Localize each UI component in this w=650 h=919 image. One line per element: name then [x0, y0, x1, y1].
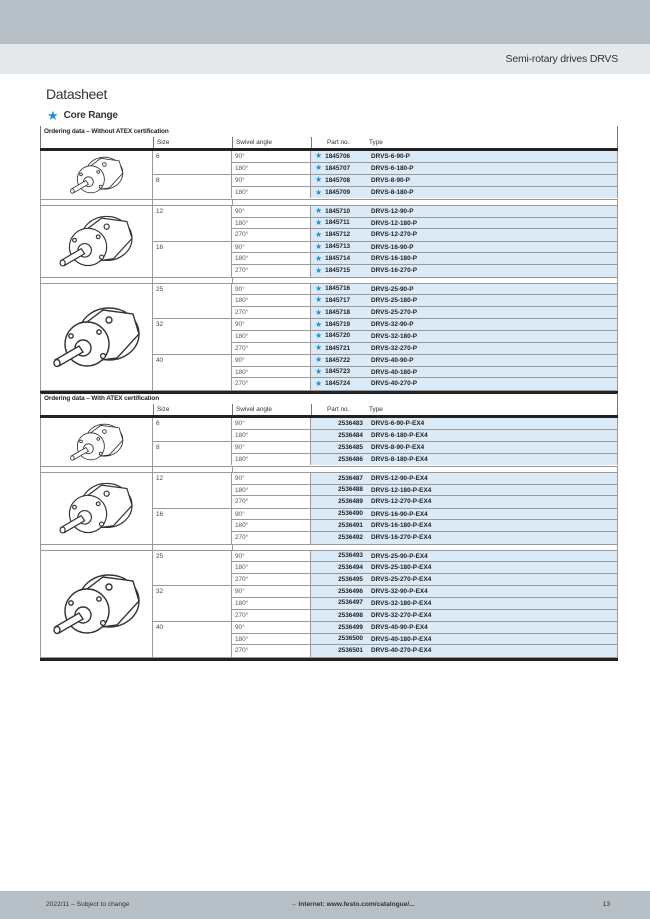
- header-image-col: [41, 404, 153, 415]
- part-number-cell[interactable]: [311, 622, 369, 633]
- size-value: 25: [153, 551, 232, 586]
- type-code[interactable]: DRVS-32-180-P: [369, 331, 618, 342]
- part-number-cell[interactable]: [311, 496, 369, 508]
- part-number: 1845717: [325, 296, 351, 304]
- table-row[interactable]: [232, 163, 618, 175]
- part-number: 1845711: [325, 219, 350, 227]
- table-row[interactable]: [232, 622, 618, 634]
- size-value: 16: [153, 242, 232, 277]
- part-number: 2536499: [338, 623, 363, 631]
- part-number-cell[interactable]: [311, 442, 369, 453]
- table-row[interactable]: [232, 509, 618, 521]
- core-range-heading: [47, 109, 118, 122]
- part-number-cell[interactable]: [311, 454, 369, 466]
- swivel-angle: 270°: [232, 265, 311, 277]
- part-number-cell[interactable]: [311, 187, 369, 199]
- table-row[interactable]: [232, 187, 618, 199]
- swivel-angle: 90°: [232, 442, 311, 453]
- type-code[interactable]: DRVS-8-90-P-EX4: [369, 442, 618, 453]
- swivel-angle: 90°: [232, 175, 311, 186]
- table-row[interactable]: [232, 355, 618, 367]
- type-code[interactable]: DRVS-12-270-P: [369, 229, 618, 241]
- part-number-cell[interactable]: [311, 295, 369, 306]
- header-type: Type: [369, 139, 383, 146]
- part-number-cell[interactable]: [311, 206, 369, 217]
- page-number: 13: [602, 901, 610, 908]
- table-row[interactable]: [232, 520, 618, 532]
- table-header-row: [40, 404, 618, 415]
- part-number-cell[interactable]: [311, 253, 369, 264]
- type-code[interactable]: DRVS-16-90-P: [369, 242, 618, 253]
- core-range-star-icon: ★: [315, 343, 323, 353]
- core-range-star-icon: ★: [315, 217, 323, 227]
- part-number-cell[interactable]: [311, 229, 369, 241]
- type-code[interactable]: DRVS-32-90-P: [369, 319, 618, 330]
- product-image-drive-small: [41, 151, 153, 199]
- product-group: [40, 473, 618, 545]
- swivel-angle: 270°: [232, 496, 311, 508]
- product-group: [40, 418, 618, 467]
- part-number-cell[interactable]: [311, 163, 369, 175]
- part-number: 2536498: [338, 611, 363, 619]
- type-code[interactable]: DRVS-12-180-P: [369, 218, 618, 229]
- header-part-no: Part no.: [311, 404, 369, 415]
- part-number-cell[interactable]: [311, 551, 369, 562]
- table-row[interactable]: [232, 378, 618, 390]
- table-row[interactable]: [232, 253, 618, 265]
- table-row[interactable]: [232, 284, 618, 296]
- swivel-angle: 180°: [232, 163, 311, 175]
- table-bottom-rule: [40, 658, 618, 661]
- part-number: 2536500: [338, 635, 363, 643]
- core-range-star-icon: ★: [315, 151, 323, 161]
- title-band: [0, 44, 650, 74]
- table-row[interactable]: [232, 586, 618, 598]
- swivel-angle: 90°: [232, 242, 311, 253]
- size-value: 12: [153, 473, 232, 508]
- swivel-angle: 180°: [232, 634, 311, 645]
- part-number: 1845710: [325, 207, 351, 215]
- size-value: 6: [153, 151, 232, 174]
- product-image-drive-medium: [41, 206, 153, 277]
- swivel-angle: 90°: [232, 509, 311, 520]
- part-number: 2536501: [338, 647, 363, 655]
- core-range-star-icon: ★: [315, 253, 323, 263]
- part-number: 1845712: [325, 231, 351, 239]
- part-number: 1845718: [325, 308, 351, 316]
- size-block: [153, 151, 618, 175]
- part-number: 1845713: [325, 243, 351, 251]
- part-number: 1845706: [325, 152, 351, 160]
- size-value: 40: [153, 622, 232, 657]
- swivel-angle: 90°: [232, 622, 311, 633]
- page-heading: Datasheet: [46, 86, 108, 102]
- swivel-angle: 90°: [232, 355, 311, 366]
- header-image-col: [41, 137, 153, 148]
- table-row[interactable]: [232, 295, 618, 307]
- header-size: Size: [153, 404, 232, 415]
- type-code[interactable]: DRVS-12-270-P-EX4: [369, 496, 618, 508]
- type-code[interactable]: DRVS-12-90-P: [369, 206, 618, 217]
- swivel-angle: 90°: [232, 586, 311, 597]
- core-range-label: Core Range: [63, 110, 118, 121]
- swivel-angle: 180°: [232, 295, 311, 306]
- table-row[interactable]: [232, 218, 618, 230]
- type-code[interactable]: DRVS-12-90-P-EX4: [369, 473, 618, 484]
- swivel-angle: 90°: [232, 473, 311, 484]
- swivel-angle: 180°: [232, 253, 311, 264]
- type-code[interactable]: DRVS-6-180-P: [369, 163, 618, 175]
- part-number-cell[interactable]: [311, 151, 369, 162]
- size-block: [153, 473, 618, 509]
- type-code[interactable]: DRVS-25-180-P: [369, 295, 618, 306]
- part-number-cell[interactable]: [311, 562, 369, 573]
- part-number: 2536488: [338, 486, 363, 494]
- size-block: [153, 242, 618, 277]
- table-row[interactable]: [232, 331, 618, 343]
- table-row[interactable]: [232, 532, 618, 544]
- type-code[interactable]: DRVS-16-270-P: [369, 265, 618, 277]
- size-value: 32: [153, 586, 232, 621]
- part-number-cell[interactable]: [311, 473, 369, 484]
- core-range-star-icon: ★: [315, 379, 323, 389]
- type-code[interactable]: DRVS-16-180-P-EX4: [369, 520, 618, 531]
- swivel-angle: 270°: [232, 610, 311, 622]
- size-value: 25: [153, 284, 232, 319]
- table-frame: [617, 126, 618, 148]
- table-row[interactable]: [232, 551, 618, 563]
- swivel-angle: 180°: [232, 187, 311, 199]
- part-number-cell[interactable]: [311, 485, 369, 496]
- part-number: 1845719: [325, 320, 351, 328]
- part-number-cell[interactable]: [311, 598, 369, 609]
- size-value: 8: [153, 175, 232, 198]
- core-range-star-icon: ★: [315, 163, 323, 173]
- swivel-angle: 270°: [232, 532, 311, 544]
- part-number-cell[interactable]: [311, 430, 369, 442]
- size-value: 40: [153, 355, 232, 390]
- part-number: 2536496: [338, 587, 363, 595]
- table-row[interactable]: [232, 151, 618, 163]
- table-row[interactable]: [232, 634, 618, 646]
- size-block: [153, 551, 618, 587]
- part-number: 2536489: [338, 498, 363, 506]
- part-number-cell[interactable]: [311, 218, 369, 229]
- type-code[interactable]: DRVS-8-180-P: [369, 187, 618, 199]
- table-section-title: Ordering data – Without ATEX certification: [40, 126, 618, 137]
- part-number: 1845723: [325, 368, 351, 376]
- table-row[interactable]: [232, 598, 618, 610]
- type-code[interactable]: DRVS-6-90-P-EX4: [369, 418, 618, 429]
- table-row[interactable]: [232, 610, 618, 622]
- size-value: 16: [153, 509, 232, 544]
- swivel-angle: 90°: [232, 418, 311, 429]
- table-row[interactable]: [232, 473, 618, 485]
- part-number: 1845709: [325, 188, 351, 196]
- table-header-row: [40, 137, 618, 148]
- table-row[interactable]: [232, 242, 618, 254]
- footer-date: 2022/11 – Subject to change: [46, 901, 130, 908]
- part-number: 1845707: [325, 164, 351, 172]
- part-number-cell[interactable]: [311, 634, 369, 645]
- swivel-angle: 270°: [232, 645, 311, 657]
- core-range-star-icon: ★: [315, 242, 323, 252]
- type-code[interactable]: DRVS-16-90-P-EX4: [369, 509, 618, 520]
- type-code[interactable]: DRVS-16-180-P: [369, 253, 618, 264]
- table-section-title: Ordering data – With ATEX certification: [40, 393, 618, 404]
- swivel-angle: 90°: [232, 319, 311, 330]
- table-row[interactable]: [232, 206, 618, 218]
- size-value: 12: [153, 206, 232, 241]
- type-code[interactable]: DRVS-40-180-P: [369, 367, 618, 378]
- part-number-cell[interactable]: [311, 242, 369, 253]
- core-range-star-icon: ★: [315, 175, 323, 185]
- type-code[interactable]: DRVS-32-270-P-EX4: [369, 610, 618, 622]
- core-range-star-icon: ★: [315, 319, 323, 329]
- header-swivel-angle: Swivel angle: [232, 404, 311, 415]
- size-value: 6: [153, 418, 232, 441]
- table-row[interactable]: [232, 343, 618, 355]
- table-row[interactable]: [232, 645, 618, 657]
- header-type: Type: [369, 406, 383, 413]
- header-swivel-angle: Swivel angle: [232, 137, 311, 148]
- part-number: 2536494: [338, 563, 363, 571]
- swivel-angle: 270°: [232, 343, 311, 355]
- part-number: 2536487: [338, 474, 363, 482]
- part-number-cell[interactable]: [311, 645, 369, 657]
- swivel-angle: 90°: [232, 551, 311, 562]
- swivel-angle: 90°: [232, 284, 311, 295]
- part-number: 2536492: [338, 533, 363, 541]
- type-code[interactable]: DRVS-40-270-P: [369, 378, 618, 390]
- part-number: 2536493: [338, 552, 363, 560]
- type-code[interactable]: DRVS-8-180-P-EX4: [369, 454, 618, 466]
- part-number: 1845724: [325, 380, 351, 388]
- page-footer: [0, 891, 650, 919]
- swivel-angle: 180°: [232, 454, 311, 466]
- product-group: [40, 151, 618, 200]
- part-number-cell[interactable]: [311, 307, 369, 319]
- table-row[interactable]: [232, 265, 618, 277]
- size-block: [153, 319, 618, 355]
- part-number: 1845721: [325, 344, 351, 352]
- ordering-table-without-atex: [40, 126, 618, 394]
- table-row[interactable]: [232, 562, 618, 574]
- size-value: 32: [153, 319, 232, 354]
- part-number-cell[interactable]: [311, 319, 369, 330]
- table-row[interactable]: [232, 442, 618, 454]
- part-number: 1845716: [325, 285, 351, 293]
- part-number-cell[interactable]: [311, 532, 369, 544]
- part-number-cell[interactable]: [311, 343, 369, 355]
- type-code[interactable]: DRVS-25-90-P: [369, 284, 618, 295]
- part-number-cell[interactable]: [311, 418, 369, 429]
- swivel-angle: 180°: [232, 218, 311, 229]
- part-number: 2536486: [338, 455, 363, 463]
- core-range-star-icon: ★: [315, 283, 323, 293]
- part-number-cell[interactable]: [311, 378, 369, 390]
- table-row[interactable]: [232, 307, 618, 319]
- core-range-star-icon: ★: [315, 206, 323, 216]
- size-block: [153, 355, 618, 390]
- document-title: Semi-rotary drives DRVS: [505, 53, 618, 65]
- size-block: [153, 586, 618, 622]
- swivel-angle: 180°: [232, 520, 311, 531]
- type-code[interactable]: DRVS-40-90-P-EX4: [369, 622, 618, 633]
- table-row[interactable]: [232, 418, 618, 430]
- type-code[interactable]: DRVS-32-90-P-EX4: [369, 586, 618, 597]
- product-image-drive-large: [41, 284, 153, 390]
- star-icon: ★: [47, 108, 59, 123]
- footer-internet-link[interactable]: → Internet: www.festo.com/catalogue/...: [290, 901, 415, 908]
- size-block: [153, 622, 618, 657]
- type-code[interactable]: DRVS-40-270-P-EX4: [369, 645, 618, 657]
- part-number: 2536485: [338, 443, 363, 451]
- core-range-star-icon: ★: [315, 187, 323, 197]
- type-code[interactable]: DRVS-12-180-P-EX4: [369, 485, 618, 496]
- part-number: 1845714: [325, 254, 351, 262]
- product-image-drive-medium: [41, 473, 153, 544]
- swivel-angle: 90°: [232, 206, 311, 217]
- type-code[interactable]: DRVS-25-270-P: [369, 307, 618, 319]
- part-number: 2536495: [338, 575, 363, 583]
- type-code[interactable]: DRVS-32-180-P-EX4: [369, 598, 618, 609]
- table-row[interactable]: [232, 454, 618, 466]
- product-group: [40, 551, 618, 658]
- swivel-angle: 90°: [232, 151, 311, 162]
- type-code[interactable]: DRVS-8-90-P: [369, 175, 618, 186]
- type-code[interactable]: DRVS-6-90-P: [369, 151, 618, 162]
- swivel-angle: 270°: [232, 574, 311, 586]
- swivel-angle: 180°: [232, 331, 311, 342]
- product-group: [40, 206, 618, 278]
- part-number: 2536497: [338, 599, 363, 607]
- core-range-star-icon: ★: [315, 367, 323, 377]
- part-number: 2536484: [338, 431, 363, 439]
- table-row[interactable]: [232, 319, 618, 331]
- swivel-angle: 180°: [232, 598, 311, 609]
- size-block: [153, 175, 618, 198]
- part-number: 1845720: [325, 332, 351, 340]
- part-number: 1845722: [325, 356, 351, 364]
- core-range-star-icon: ★: [315, 295, 323, 305]
- swivel-angle: 270°: [232, 378, 311, 390]
- part-number-cell[interactable]: [311, 586, 369, 597]
- table-row[interactable]: [232, 229, 618, 241]
- type-code[interactable]: DRVS-16-270-P-EX4: [369, 532, 618, 544]
- table-row[interactable]: [232, 485, 618, 497]
- part-number-cell[interactable]: [311, 355, 369, 366]
- table-row[interactable]: [232, 367, 618, 379]
- swivel-angle: 180°: [232, 562, 311, 573]
- core-range-star-icon: ★: [315, 307, 323, 317]
- part-number-cell[interactable]: [311, 175, 369, 186]
- type-code[interactable]: DRVS-25-180-P-EX4: [369, 562, 618, 573]
- header-size: Size: [153, 137, 232, 148]
- part-number-cell[interactable]: [311, 520, 369, 531]
- size-value: 8: [153, 442, 232, 465]
- header-part-no: Part no.: [311, 137, 369, 148]
- table-frame: [617, 393, 618, 415]
- swivel-angle: 180°: [232, 485, 311, 496]
- core-range-star-icon: ★: [315, 265, 323, 275]
- type-code[interactable]: DRVS-40-90-P: [369, 355, 618, 366]
- swivel-angle: 180°: [232, 367, 311, 378]
- type-code[interactable]: DRVS-25-90-P-EX4: [369, 551, 618, 562]
- size-block: [153, 442, 618, 465]
- product-group: [40, 284, 618, 391]
- table-row[interactable]: [232, 175, 618, 187]
- table-row[interactable]: [232, 574, 618, 586]
- part-number: 2536490: [338, 510, 363, 518]
- part-number-cell[interactable]: [311, 284, 369, 295]
- table-row[interactable]: [232, 430, 618, 442]
- part-number-cell[interactable]: [311, 509, 369, 520]
- swivel-angle: 270°: [232, 229, 311, 241]
- part-number-cell[interactable]: [311, 574, 369, 586]
- size-block: [153, 418, 618, 442]
- size-block: [153, 206, 618, 242]
- type-code[interactable]: DRVS-32-270-P: [369, 343, 618, 355]
- type-code[interactable]: DRVS-25-270-P-EX4: [369, 574, 618, 586]
- part-number: 1845715: [325, 266, 351, 274]
- part-number: 1845708: [325, 176, 351, 184]
- part-number-cell[interactable]: [311, 367, 369, 378]
- size-block: [153, 284, 618, 320]
- part-number-cell[interactable]: [311, 610, 369, 622]
- table-row[interactable]: [232, 496, 618, 508]
- part-number-cell[interactable]: [311, 265, 369, 277]
- swivel-angle: 270°: [232, 307, 311, 319]
- type-code[interactable]: DRVS-40-180-P-EX4: [369, 634, 618, 645]
- product-image-drive-small: [41, 418, 153, 466]
- ordering-table-with-atex: [40, 393, 618, 661]
- core-range-star-icon: ★: [315, 331, 323, 341]
- core-range-star-icon: ★: [315, 355, 323, 365]
- part-number: 2536483: [338, 419, 363, 427]
- core-range-star-icon: ★: [315, 229, 323, 239]
- product-image-drive-large: [41, 551, 153, 657]
- part-number: 2536491: [338, 521, 363, 529]
- part-number-cell[interactable]: [311, 331, 369, 342]
- top-band: [0, 0, 650, 44]
- swivel-angle: 180°: [232, 430, 311, 442]
- size-block: [153, 509, 618, 544]
- type-code[interactable]: DRVS-6-180-P-EX4: [369, 430, 618, 442]
